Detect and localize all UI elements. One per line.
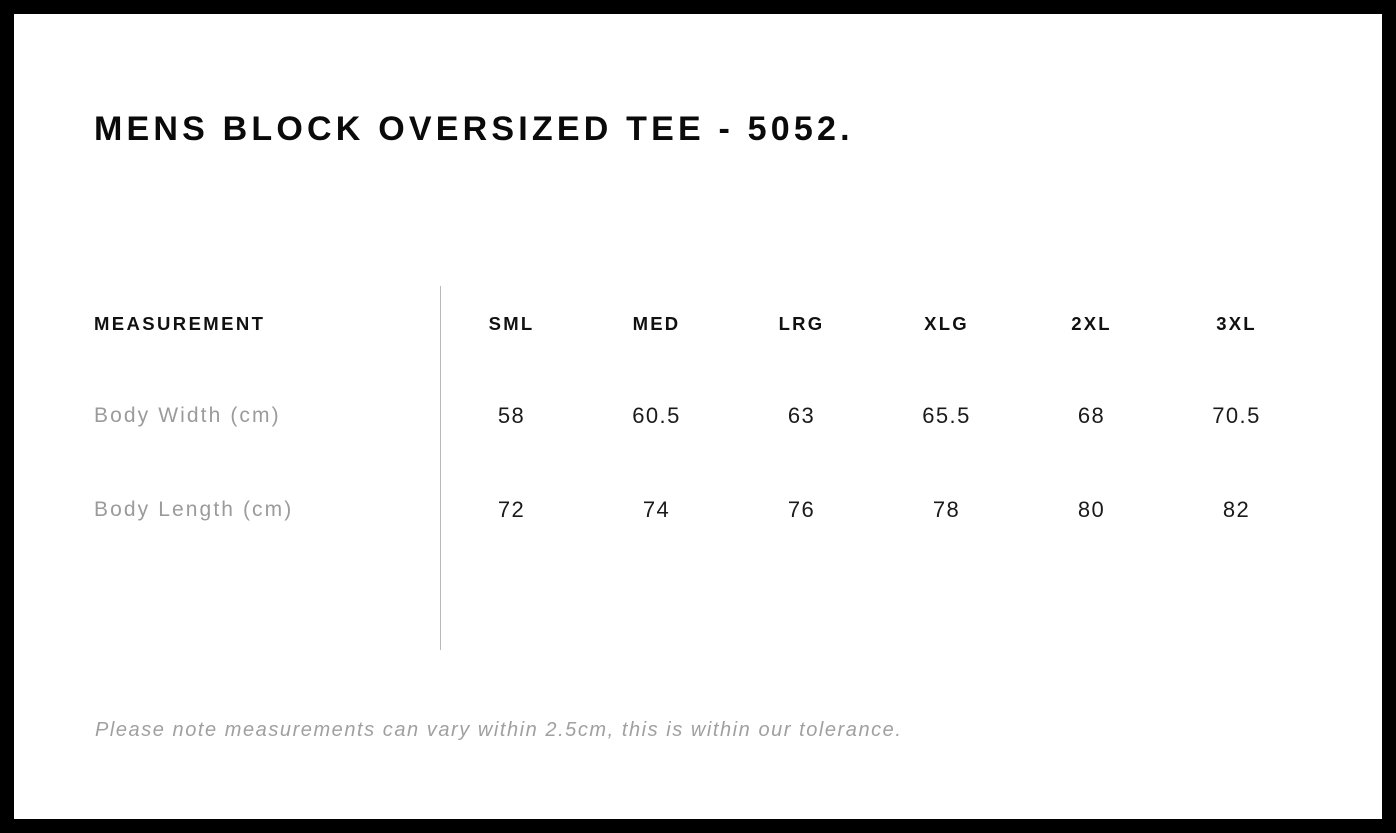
- cell-body-length-lrg: 76: [787, 497, 816, 522]
- cell-body-width-sml: 58: [497, 403, 526, 428]
- cell-body-length-xlg: 78: [932, 497, 961, 522]
- cell-body-width-3xl: 70.5: [1212, 403, 1261, 428]
- table-header-row: [94, 279, 1309, 369]
- cell-body-width-med: 60.5: [632, 403, 681, 428]
- column-header-size-xlg: XLG: [924, 313, 969, 334]
- cell-body-width-lrg: 63: [787, 403, 816, 428]
- cell-body-length-sml: 72: [497, 497, 526, 522]
- column-header-size-lrg: LRG: [778, 313, 825, 334]
- column-header-measurement: MEASUREMENT: [94, 313, 266, 334]
- tolerance-note: Please note measurements can vary within 2.5cm, this is within our tolerance.: [95, 719, 903, 741]
- page-title: MENS BLOCK OVERSIZED TEE - 5052.: [94, 110, 854, 148]
- table-row: [94, 463, 1309, 557]
- table-row: [94, 369, 1309, 463]
- column-header-size-2xl: 2XL: [1071, 313, 1112, 334]
- row-label-body-length: Body Length (cm): [94, 498, 294, 521]
- size-table-container: [94, 279, 1309, 557]
- column-header-size-3xl: 3XL: [1216, 313, 1257, 334]
- size-table: [94, 279, 1309, 557]
- row-label-body-width: Body Width (cm): [94, 404, 281, 427]
- cell-body-length-3xl: 82: [1222, 497, 1251, 522]
- cell-body-width-2xl: 68: [1077, 403, 1106, 428]
- cell-body-length-med: 74: [642, 497, 671, 522]
- cell-body-width-xlg: 65.5: [922, 403, 971, 428]
- column-header-size-sml: SML: [488, 313, 535, 334]
- size-chart-page: [14, 14, 1382, 819]
- cell-body-length-2xl: 80: [1077, 497, 1106, 522]
- column-header-size-med: MED: [632, 313, 681, 334]
